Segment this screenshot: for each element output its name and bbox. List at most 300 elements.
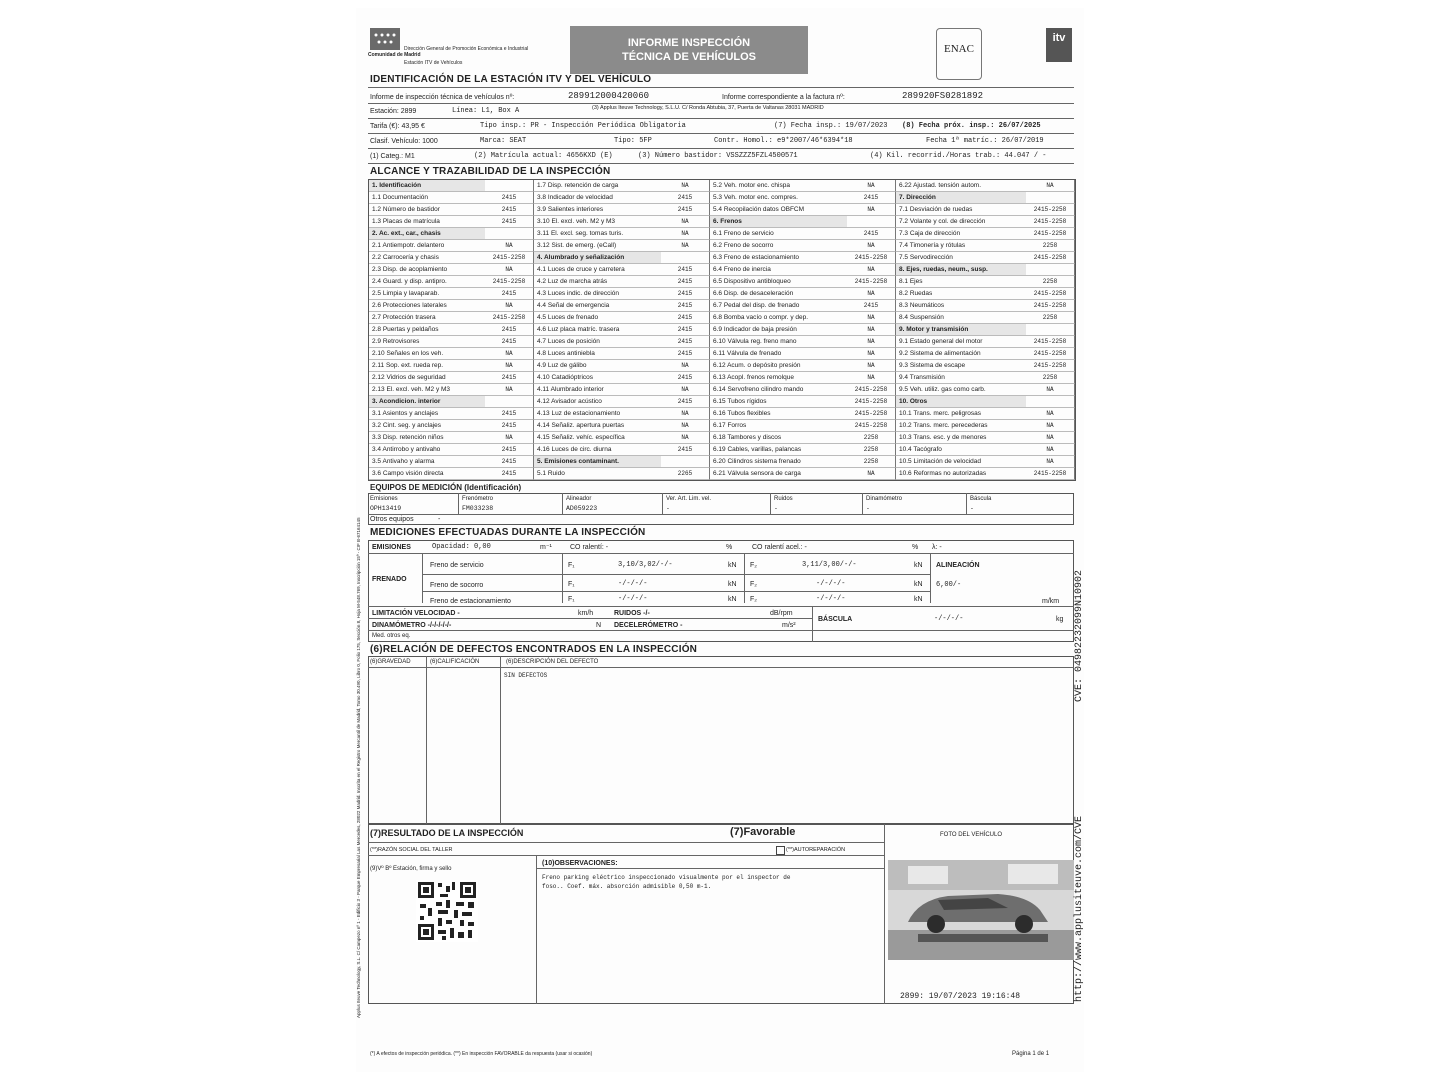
scope-item-code <box>1026 264 1074 275</box>
scope-item <box>896 468 1075 480</box>
equipment-label: Ver. Art. Lim. vel. <box>666 496 712 502</box>
decelerometer-unit: m/s² <box>782 622 796 629</box>
scope-item <box>534 276 710 288</box>
equipment-title: EQUIPOS DE MEDICIÓN (Identificación) <box>370 483 522 492</box>
scope-item-name: 5.4 Recopilación datos OBFCM <box>713 206 805 213</box>
scope-item <box>710 180 896 192</box>
scope-item-name: 7.2 Volante y col. de dirección <box>899 218 986 225</box>
result-title: (7)RESULTADO DE LA INSPECCIÓN <box>370 828 524 838</box>
scope-item <box>896 180 1075 192</box>
photo-title: FOTO DEL VEHÍCULO <box>940 832 1003 838</box>
scope-item-code: NA <box>867 182 875 189</box>
vehicle-type: Tipo: 5FP <box>614 137 652 145</box>
parking-brake: Freno de estacionamiento <box>430 598 511 605</box>
scope-item-code: 2415-2258 <box>854 398 888 405</box>
scope-item-code: 2415 <box>501 470 517 477</box>
scope-item-name: 4.9 Luz de gálibo <box>537 362 587 369</box>
scope-item-code: 2415 <box>501 446 517 453</box>
emissions-label: EMISIONES <box>372 544 411 551</box>
scope-item-code: 2415-2258 <box>492 254 526 261</box>
scope-item-code: 2415-2258 <box>1033 218 1067 225</box>
scope-item-name: 3.10 El. excl. veh. M2 y M3 <box>537 218 616 225</box>
scope-item-code: NA <box>505 266 513 273</box>
scope-item-code: 2258 <box>1042 314 1058 321</box>
scope-item-name: 2.10 Señales en los veh. <box>372 350 444 357</box>
scope-item <box>710 228 896 240</box>
scope-item <box>896 384 1075 396</box>
scope-item-name: 2. Ac. ext., car., chasis <box>369 228 485 239</box>
scope-item <box>534 408 710 420</box>
scope-item-name: 10. Otros <box>896 396 1026 407</box>
co-idle: CO ralentí: - <box>570 544 609 551</box>
workshop-name: (**)RAZÓN SOCIAL DEL TALLER <box>370 847 453 853</box>
scope-item-code: NA <box>867 290 875 297</box>
report-banner <box>570 26 808 74</box>
scope-item <box>534 360 710 372</box>
scope-item <box>369 420 534 432</box>
scope-item <box>710 324 896 336</box>
scope-item-name: 6.6 Disp. de desaceleración <box>713 290 794 297</box>
emergency-f1-label: F₁ <box>568 581 575 588</box>
scope-item-code: NA <box>1046 386 1054 393</box>
scope-item-code <box>1026 324 1074 335</box>
scope-item-code: NA <box>681 230 689 237</box>
scope-item <box>534 456 710 468</box>
scope-item <box>369 372 534 384</box>
scope-item <box>369 468 534 480</box>
scope-item <box>710 300 896 312</box>
self-repair-checkbox[interactable] <box>776 846 785 855</box>
scope-item <box>896 240 1075 252</box>
scope-item-code <box>1026 192 1074 203</box>
scope-item <box>896 252 1075 264</box>
scope-item-name: 7.5 Servodirección <box>899 254 953 261</box>
scope-item-name: 6.20 Cilindros sistema frenado <box>713 458 801 465</box>
service-f2-label: F₂ <box>750 562 757 569</box>
parking-f1: -/-/-/- <box>618 595 648 603</box>
scope-item-name: 2.7 Protección trasera <box>372 314 436 321</box>
scope-item <box>710 312 896 324</box>
scope-item <box>534 384 710 396</box>
scope-item-code: 2415 <box>677 266 693 273</box>
equipment-label: Emisiones <box>370 496 398 502</box>
mileage: (4) Kil. recorrid./Horas trab.: 44.047 / - <box>870 152 1047 160</box>
scope-item <box>710 276 896 288</box>
footer-note: (*) A efectos de inspección periódica. (**) En inspección FAVORABLE da respuesta (usar si ocasión) <box>370 1051 593 1057</box>
scope-item <box>710 252 896 264</box>
scope-item-name: 4.13 Luz de estacionamiento <box>537 410 621 417</box>
scope-item-name: 10.5 Limitación de velocidad <box>899 458 982 465</box>
emergency-f1: -/-/-/- <box>618 580 648 588</box>
equipment-value: OPH13419 <box>370 505 402 512</box>
scope-item-code: 2258 <box>1042 374 1058 381</box>
itv-logo <box>1046 28 1072 62</box>
scope-item-code: NA <box>1046 434 1054 441</box>
scope-item-name: 3.3 Disp. retención niños <box>372 434 444 441</box>
scope-item <box>710 264 896 276</box>
scope-item <box>710 444 896 456</box>
scope-item-code: 2415 <box>677 350 693 357</box>
inspection-date: (7) Fecha insp.: 19/07/2023 <box>774 122 888 130</box>
scope-item <box>369 252 534 264</box>
scope-item-name: 2.13 El. excl. veh. M2 y M3 <box>372 386 451 393</box>
banner-line-2: TÉCNICA DE VEHÍCULOS <box>621 51 757 63</box>
defects-description: SIN DEFECTOS <box>504 672 548 679</box>
scope-item-code: NA <box>1046 446 1054 453</box>
observations-title: (10)OBSERVACIONES: <box>542 860 618 867</box>
equipment-label: Dinamómetro <box>866 496 903 502</box>
scope-item-name: 1.1 Documentación <box>372 194 429 201</box>
scope-item <box>534 240 710 252</box>
scope-item-code: 2258 <box>863 434 879 441</box>
parking-f2-label: F₂ <box>750 596 757 603</box>
scope-item-code: NA <box>867 374 875 381</box>
inspection-type: Tipo insp.: PR - Inspección Periódica Obligatoria <box>480 122 686 130</box>
alignment-label: ALINEACIÓN <box>936 562 980 569</box>
scope-item-name: 5. Emisiones contaminant. <box>534 456 661 467</box>
scope-item-code: NA <box>867 350 875 357</box>
co-idle-accel: CO ralentí acel.: - <box>752 544 807 551</box>
scope-item-name: 9.5 Veh. utiliz. gas como carb. <box>899 386 986 393</box>
defects-col-desc: (6)DESCRIPCIÓN DEL DEFECTO <box>506 659 599 665</box>
scope-item-code: NA <box>505 242 513 249</box>
scope-item-code: 2415 <box>501 290 517 297</box>
scope-item-name: 10.4 Tacógrafo <box>899 446 942 453</box>
scope-item-code: NA <box>505 350 513 357</box>
scope-item-name: 8.4 Suspensión <box>899 314 944 321</box>
scope-item <box>896 192 1075 204</box>
scope-item <box>896 360 1075 372</box>
scope-item <box>710 216 896 228</box>
scope-item-name: 4.10 Catadióptricos <box>537 374 594 381</box>
scope-item-code <box>661 456 709 467</box>
parking-f2: -/-/-/- <box>816 595 846 603</box>
scope-item-code: 2415 <box>501 410 517 417</box>
station: Estación: 2899 <box>370 108 417 115</box>
scope-item-name: 6.18 Tambores y discos <box>713 434 782 441</box>
scope-item-code: 2415 <box>677 338 693 345</box>
defects-col-class: (6)CALIFICACIÓN <box>430 659 480 665</box>
scope-item <box>369 384 534 396</box>
scope-item <box>534 396 710 408</box>
scope-item <box>534 228 710 240</box>
scope-item <box>369 288 534 300</box>
defects-box <box>368 656 1074 824</box>
scope-item-code: 2415 <box>501 206 517 213</box>
identification-title: IDENTIFICACIÓN DE LA ESTACIÓN ITV Y DEL VEHÍCULO <box>370 74 652 85</box>
scope-item-code: NA <box>1046 182 1054 189</box>
scope-item-name: 10.3 Trans. esc. y de menores <box>899 434 987 441</box>
scope-item <box>896 408 1075 420</box>
scope-item <box>896 264 1075 276</box>
scope-item-name: 9.4 Transmisión <box>899 374 945 381</box>
scope-item-code: 2415 <box>501 218 517 225</box>
result-value: (7)Favorable <box>730 826 796 838</box>
service-f1-label: F₁ <box>568 562 575 569</box>
scope-item-name: 6.9 Indicador de baja presión <box>713 326 797 333</box>
scope-item-code: 2415 <box>677 290 693 297</box>
scope-item <box>896 288 1075 300</box>
scope-item <box>369 276 534 288</box>
scope-item <box>710 348 896 360</box>
scope-item-code: 2415 <box>677 194 693 201</box>
scope-item-name: 4.12 Avisador acústico <box>537 398 602 405</box>
next-inspection-date: (8) Fecha próx. insp.: 26/07/2025 <box>902 122 1041 130</box>
scope-item <box>710 432 896 444</box>
scope-item-code: 2415-2258 <box>1033 206 1067 213</box>
equipment-value: FM033238 <box>462 505 494 512</box>
scope-item-name: 6.7 Pedal del disp. de frenado <box>713 302 800 309</box>
emergency-f2-unit: kN <box>914 581 923 588</box>
scope-item-code: 2415 <box>501 194 517 201</box>
vehicle-class: Clasif. Vehículo: 1000 <box>370 138 438 145</box>
scope-item-name: 6. Frenos <box>710 216 847 227</box>
scope-item-name: 2.9 Retrovisores <box>372 338 420 345</box>
scope-item-code: 2415 <box>677 314 693 321</box>
scope-item-name: 4.14 Señaliz. apertura puertas <box>537 422 625 429</box>
scope-item-name: 6.1 Freno de servicio <box>713 230 774 237</box>
scope-item-name: 6.16 Tubos flexibles <box>713 410 771 417</box>
equipment-value: - <box>970 505 974 512</box>
scope-item-name: 2.2 Carrocería y chasis <box>372 254 439 261</box>
scope-item <box>710 204 896 216</box>
equipment-value: - <box>774 505 778 512</box>
scope-item-code: NA <box>681 434 689 441</box>
scope-item <box>710 336 896 348</box>
scope-item-code: NA <box>867 266 875 273</box>
speed-limit-unit: km/h <box>578 610 594 617</box>
scope-item-code: NA <box>867 326 875 333</box>
scope-item <box>369 300 534 312</box>
scope-item-code: 2415 <box>501 326 517 333</box>
scope-item-name: 4.15 Señaliz. vehíc. específica <box>537 434 625 441</box>
scope-item <box>896 456 1075 468</box>
scope-item-code: 2415 <box>677 278 693 285</box>
scope-item-name: 6.12 Acum. o depósito presión <box>713 362 801 369</box>
scope-item-name: 6.11 Válvula de frenado <box>713 350 782 357</box>
scope-item-name: 3.6 Campo visión directa <box>372 470 444 477</box>
scope-item-code <box>661 252 709 263</box>
scope-item <box>710 360 896 372</box>
scope-item-name: 6.2 Freno de socorro <box>713 242 774 249</box>
scope-item-name: 2.12 Vidrios de seguridad <box>372 374 446 381</box>
other-equipment-label: Otros equipos <box>370 516 414 523</box>
parking-f1-label: F₁ <box>568 596 575 603</box>
stars-icon <box>370 28 400 50</box>
scope-item-code: 2415 <box>863 230 879 237</box>
scope-item <box>534 372 710 384</box>
scope-item <box>369 360 534 372</box>
scope-item-name: 6.10 Válvula reg. freno mano <box>713 338 797 345</box>
scope-item-name: 10.1 Trans. merc. peligrosas <box>899 410 982 417</box>
emergency-brake: Freno de socorro <box>430 582 484 589</box>
scope-item-code: 2415-2258 <box>854 254 888 261</box>
scope-item <box>534 468 710 480</box>
scope-item-code: NA <box>681 410 689 417</box>
scope-item-code: 2415 <box>677 446 693 453</box>
scope-item <box>534 324 710 336</box>
service-f1-unit: kN <box>728 562 737 569</box>
speed-limit: LIMITACIÓN VELOCIDAD - <box>372 610 460 617</box>
scope-item <box>710 396 896 408</box>
scope-item <box>896 312 1075 324</box>
scope-item <box>896 432 1075 444</box>
scope-item-name: 7.1 Desviación de ruedas <box>899 206 973 213</box>
scope-item <box>710 192 896 204</box>
scope-item-name: 1. Identificación <box>369 180 485 191</box>
scope-item-code: 2415-2258 <box>1033 362 1067 369</box>
page-number: Página 1 de 1 <box>1012 1051 1050 1057</box>
scope-item <box>369 264 534 276</box>
cve-code: CVE: 04982232099N10902 <box>1074 569 1085 702</box>
scope-item <box>710 384 896 396</box>
scope-item-code: 2415 <box>677 374 693 381</box>
vin: (3) Número bastidor: VSSZZZ5FZL4500571 <box>638 152 798 160</box>
scope-item <box>369 228 534 240</box>
scope-item-name: 6.17 Forros <box>713 422 747 429</box>
self-repair-label: (**)AUTOREPARACIÓN <box>786 847 846 853</box>
scope-item-name: 7.3 Caja de dirección <box>899 230 961 237</box>
plate: (2) Matrícula actual: 4656KXD (E) <box>474 152 613 160</box>
scope-item <box>896 204 1075 216</box>
enac-logo <box>936 28 982 80</box>
scope-item-code: NA <box>681 422 689 429</box>
scope-item-code: 2415-2258 <box>1033 290 1067 297</box>
scope-item <box>710 420 896 432</box>
scope-item-name: 4.8 Luces antiniebla <box>537 350 595 357</box>
scope-item-name: 4.5 Luces de frenado <box>537 314 599 321</box>
scope-item <box>534 264 710 276</box>
scope-item-code: NA <box>867 242 875 249</box>
defects-title: (6)RELACIÓN DE DEFECTOS ENCONTRADOS EN LA INSPECCIÓN <box>370 644 698 655</box>
scope-item-code: NA <box>867 338 875 345</box>
scope-item-code <box>485 228 533 239</box>
car-photo-icon <box>888 860 1074 960</box>
scope-item <box>534 288 710 300</box>
scope-title: ALCANCE Y TRAZABILIDAD DE LA INSPECCIÓN <box>370 166 611 177</box>
emergency-f2: -/-/-/- <box>816 580 846 588</box>
alignment-unit: m/km <box>1042 598 1060 605</box>
scope-item-name: 3.2 Cint. seg. y anclajes <box>372 422 442 429</box>
scope-item <box>534 252 710 264</box>
scope-item <box>369 192 534 204</box>
co-pct-2: % <box>912 544 919 551</box>
report-label: Informe de inspección técnica de vehículos nº: <box>370 94 515 101</box>
scope-item-name: 4.7 Luces de posición <box>537 338 600 345</box>
scope-item-name: 6.15 Tubos rígidos <box>713 398 767 405</box>
scope-item-name: 2.5 Limpia y lavaparab. <box>372 290 440 297</box>
scope-item <box>369 216 534 228</box>
scope-item <box>534 312 710 324</box>
alignment-value: 6,00/- <box>936 581 962 589</box>
equipment-divider <box>562 493 563 514</box>
scope-item <box>534 204 710 216</box>
equipment-divider <box>770 493 771 514</box>
service-f1: 3,10/3,02/-/- <box>618 561 673 569</box>
scope-item-code: NA <box>681 386 689 393</box>
scope-item-code: 2415-2258 <box>1033 470 1067 477</box>
equipment-value: - <box>866 505 870 512</box>
scope-item-code: 2415 <box>501 458 517 465</box>
photo-timestamp: 2899: 19/07/2023 19:16:48 <box>900 992 1021 1001</box>
equipment-divider <box>662 493 663 514</box>
inspection-report <box>356 8 1084 1072</box>
scope-item-code: NA <box>505 434 513 441</box>
scope-item-code: 2415 <box>863 194 879 201</box>
fee: Tarifa (€): 43,95 € <box>370 123 425 130</box>
scope-item <box>534 336 710 348</box>
scope-item-code: NA <box>867 470 875 477</box>
org-line-2: Dirección General de Promoción Económica e Industrial <box>404 46 529 52</box>
service-f2-unit: kN <box>914 562 923 569</box>
scope-item-name: 6.21 Válvula sensora de carga <box>713 470 801 477</box>
scope-item-code: 2415-2258 <box>854 278 888 285</box>
scope-item-code: 2258 <box>1042 278 1058 285</box>
service-f2: 3,11/3,00/-/- <box>802 561 857 569</box>
scope-item-code: 2415-2258 <box>1033 350 1067 357</box>
enac-text: ENAC <box>944 43 974 55</box>
scope-item-code: 2415 <box>677 398 693 405</box>
scope-item-name: 4.16 Luces de circ. diurna <box>537 446 612 453</box>
scope-item <box>369 396 534 408</box>
scope-item-code: 2415 <box>677 206 693 213</box>
scope-item <box>896 324 1075 336</box>
invoice-number: 289920FS0281892 <box>902 91 984 101</box>
org-line-3: Estación ITV de Vehículos <box>404 60 463 66</box>
scope-grid <box>368 179 1076 481</box>
scale-unit: kg <box>1056 616 1064 623</box>
equipment-label: Ruidos <box>774 496 793 502</box>
scope-item-code: 2415-2258 <box>1033 302 1067 309</box>
dynamometer: DINAMÓMETRO -/-/-/-/-/- <box>372 622 452 629</box>
scope-item <box>896 420 1075 432</box>
scope-item-name: 2.1 Antiempotr. delantero <box>372 242 445 249</box>
scope-item <box>369 456 534 468</box>
scope-item <box>896 216 1075 228</box>
scope-item-code <box>485 396 533 407</box>
scope-item <box>710 456 896 468</box>
scope-item <box>896 396 1075 408</box>
scope-item-name: 4.2 Luz de marcha atrás <box>537 278 608 285</box>
org-line-1: Comunidad de Madrid <box>368 52 421 58</box>
scope-item-code: NA <box>505 386 513 393</box>
observations-line-1: Freno parking eléctrico inspeccionado visualmente por el inspector de <box>542 874 791 881</box>
scope-item-code: 2415-2258 <box>1033 338 1067 345</box>
scope-item-code: NA <box>1046 410 1054 417</box>
scope-item-name: 4.1 Luces de cruce y carretera <box>537 266 625 273</box>
scope-item-code: 2415-2258 <box>492 314 526 321</box>
scope-item-name: 10.6 Reformas no autorizadas <box>899 470 987 477</box>
qr-code-icon <box>416 880 478 942</box>
scope-item-code: NA <box>867 362 875 369</box>
scope-item-code: NA <box>505 362 513 369</box>
scope-item <box>534 300 710 312</box>
scope-item <box>369 312 534 324</box>
scope-item-name: 7. Dirección <box>896 192 1026 203</box>
scope-item <box>369 240 534 252</box>
scope-item-code: 2258 <box>863 458 879 465</box>
scope-item-name: 4.6 Luz placa matríc. trasera <box>537 326 620 333</box>
scope-item-code: NA <box>681 218 689 225</box>
scope-item-name: 6.13 Acopl. frenos remolque <box>713 374 794 381</box>
scope-item-name: 9.2 Sistema de alimentación <box>899 350 981 357</box>
scope-item-name: 6.5 Dispositivo antibloqueo <box>713 278 791 285</box>
scope-item-code: NA <box>1046 458 1054 465</box>
parking-f1-unit: kN <box>728 596 737 603</box>
scope-item <box>710 408 896 420</box>
emergency-f1-unit: kN <box>728 581 737 588</box>
equipment-value: AD059223 <box>566 505 598 512</box>
